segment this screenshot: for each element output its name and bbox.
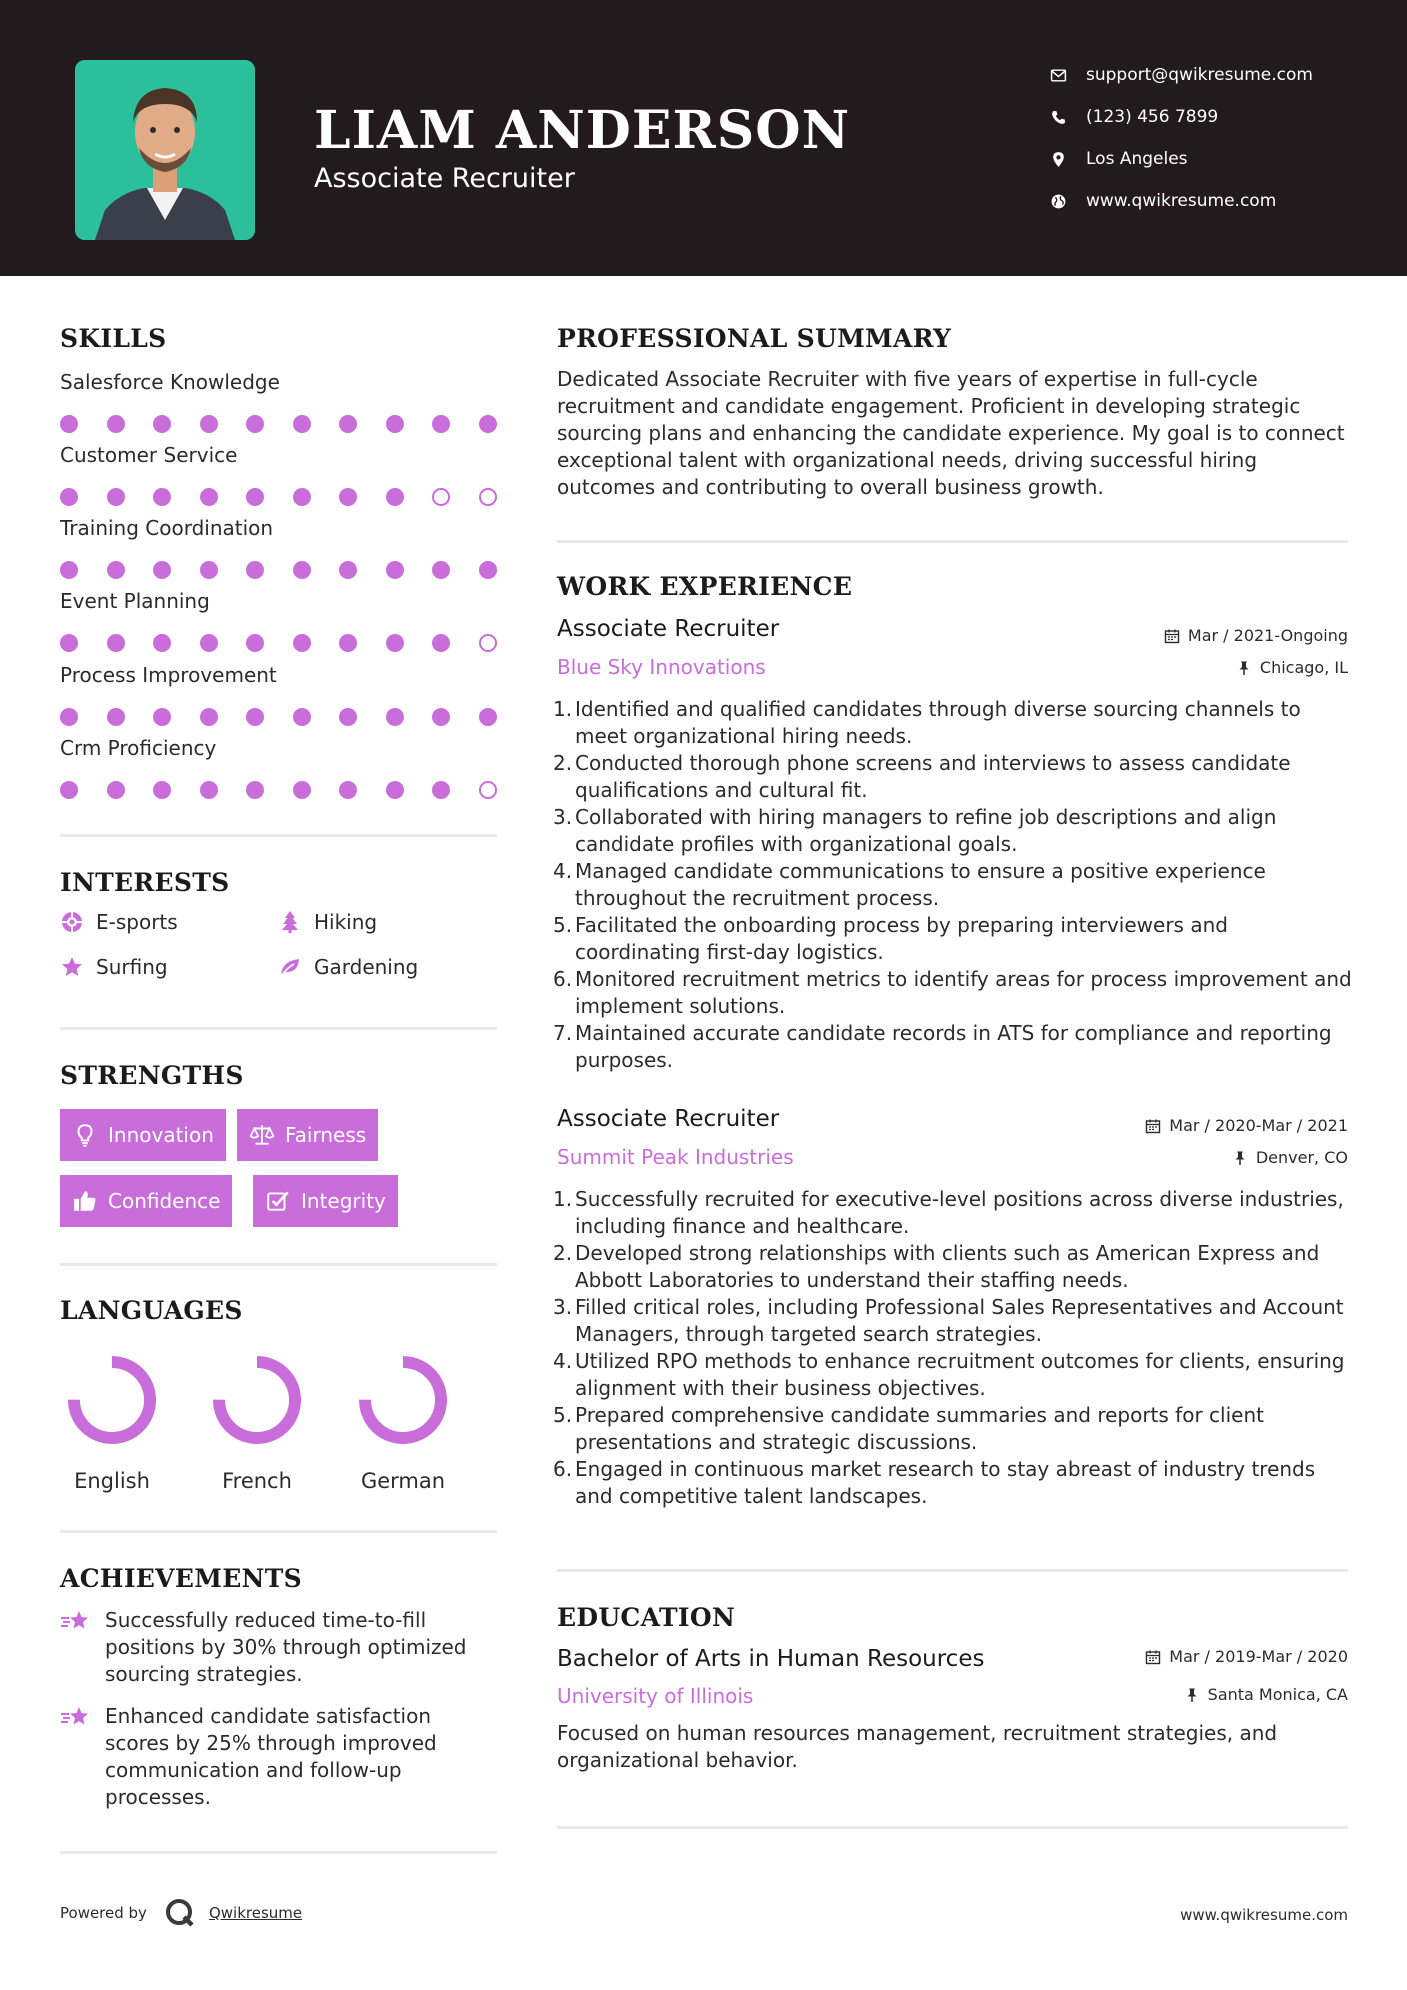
- skill-dot-filled: [60, 415, 78, 433]
- job-bullet: Managed candidate communications to ensure a positive experience throughout the recruitment process.: [575, 859, 1266, 910]
- contact-phone[interactable]: [1050, 96, 1380, 138]
- strength-label: Innovation: [108, 1123, 214, 1147]
- skill-dot-filled: [432, 708, 450, 726]
- interest-label: E-sports: [96, 910, 178, 934]
- summary-heading: PROFESSIONAL SUMMARY: [557, 324, 952, 353]
- tree-icon: [278, 910, 302, 934]
- language-name: English: [74, 1469, 150, 1493]
- strength-tag: [60, 1175, 232, 1227]
- summary-text: Dedicated Associate Recruiter with five years of expertise in full-cycle recruitment and candidate engagement. Proficient in developing strategic sourcing plans and enhancing the candidate experience. My goal is to connect exceptional talent with organizational needs, driving successful hiring outcomes and contributing to overall business growth.: [557, 367, 1345, 499]
- skill-rating: [60, 414, 500, 434]
- language-gauge: [348, 1345, 458, 1455]
- job-bullets: [557, 696, 1357, 1074]
- skill-dot-filled: [386, 415, 404, 433]
- skill-dot-filled: [339, 561, 357, 579]
- job-location: [1232, 1148, 1348, 1167]
- achievement-item: [60, 1703, 500, 1811]
- skill-dot-filled: [339, 708, 357, 726]
- language-gauge-arc: [365, 1362, 441, 1438]
- skill-dot-empty: [479, 781, 497, 799]
- skill-dot-filled: [339, 415, 357, 433]
- skill-dot-filled: [432, 561, 450, 579]
- skill-dot-filled: [479, 415, 497, 433]
- job-bullet: Facilitated the onboarding process by preparing interviewers and coordinating first-day logistics.: [575, 913, 1228, 964]
- strength-tag: [253, 1175, 398, 1227]
- candidate-title: Associate Recruiter: [314, 163, 575, 194]
- globe-icon: [1050, 193, 1086, 210]
- skill-dot-filled: [200, 488, 218, 506]
- job-role: Associate Recruiter: [557, 616, 780, 642]
- checkbox-icon: [265, 1188, 291, 1214]
- leaf-icon: [278, 955, 302, 979]
- skill-dot-filled: [293, 781, 311, 799]
- skill-dot-empty: [432, 488, 450, 506]
- qwikresume-logo-icon: [163, 1896, 197, 1930]
- job-bullet: Monitored recruitment metrics to identify areas for process improvement and implement solutions.: [575, 967, 1352, 1018]
- skill-dot-filled: [293, 488, 311, 506]
- job-bullet: Identified and qualified candidates through diverse sourcing channels to meet organizational hiring needs.: [575, 697, 1301, 748]
- job-dates-text: Mar / 2021-Ongoing: [1187, 626, 1348, 645]
- interest-label: Surfing: [96, 955, 168, 979]
- education-dates-text: Mar / 2019-Mar / 2020: [1169, 1647, 1348, 1666]
- skill-dot-filled: [107, 634, 125, 652]
- education-location-text: Santa Monica, CA: [1207, 1685, 1348, 1704]
- job-bullet: Engaged in continuous market research to stay abreast of industry trends and competitive talent landscapes.: [575, 1457, 1316, 1508]
- calendar-icon: [1145, 1649, 1161, 1665]
- job-bullet: Developed strong relationships with clients such as American Express and Abbott Laboratories to understand their staffing needs.: [575, 1241, 1320, 1292]
- interest-item: [60, 910, 178, 934]
- skill-dot-filled: [60, 634, 78, 652]
- strength-label: Integrity: [301, 1189, 386, 1213]
- skill-dot-filled: [60, 708, 78, 726]
- powered-by: [60, 1896, 302, 1930]
- skill-name: Salesforce Knowledge: [60, 370, 280, 394]
- language-gauge-arc: [74, 1362, 150, 1438]
- interest-item: [278, 955, 418, 979]
- education-heading: EDUCATION: [557, 1603, 736, 1632]
- contact-email-text: support@qwikresume.com: [1086, 65, 1313, 85]
- job-bullet: Collaborated with hiring managers to refine job descriptions and align candidate profiles with organizational goals.: [575, 805, 1277, 856]
- skill-dot-filled: [60, 561, 78, 579]
- skill-dot-filled: [432, 634, 450, 652]
- skill-dot-filled: [153, 415, 171, 433]
- skills-heading: SKILLS: [60, 324, 167, 353]
- skill-dot-filled: [153, 708, 171, 726]
- skill-dot-filled: [432, 415, 450, 433]
- skill-dot-filled: [153, 634, 171, 652]
- skill-dot-filled: [200, 561, 218, 579]
- job-bullet: Filled critical roles, including Professional Sales Representatives and Account Managers, through targeted search strategies.: [575, 1295, 1344, 1346]
- job-dates: [1145, 1116, 1348, 1135]
- skill-dot-filled: [107, 781, 125, 799]
- scale-icon: [249, 1122, 275, 1148]
- location-pin-icon: [1050, 151, 1086, 168]
- powered-by-label: Powered by: [60, 1904, 147, 1922]
- skill-dot-filled: [60, 781, 78, 799]
- job-bullet: Successfully recruited for executive-level positions across diverse industries, including finance and healthcare.: [575, 1187, 1344, 1238]
- languages-heading: LANGUAGES: [60, 1296, 243, 1325]
- skill-rating: [60, 633, 500, 653]
- skill-dot-filled: [107, 708, 125, 726]
- pushpin-icon: [1232, 1150, 1248, 1166]
- skill-dot-filled: [200, 781, 218, 799]
- section-divider: [557, 1826, 1348, 1829]
- gamepad-icon: [60, 910, 84, 934]
- skill-dot-filled: [479, 708, 497, 726]
- skill-dot-filled: [107, 415, 125, 433]
- skill-dot-filled: [293, 708, 311, 726]
- language-item: [52, 1345, 172, 1493]
- skill-dot-filled: [386, 488, 404, 506]
- job-bullet: Maintained accurate candidate records in ATS for compliance and reporting purposes.: [575, 1021, 1332, 1072]
- skill-rating: [60, 780, 500, 800]
- language-name: German: [360, 1469, 446, 1493]
- education-location: [1184, 1685, 1348, 1704]
- skill-dot-filled: [386, 708, 404, 726]
- contact-phone-text: (123) 456 7899: [1086, 107, 1219, 127]
- skill-name: Customer Service: [60, 443, 238, 467]
- job-location: [1236, 658, 1348, 677]
- contact-location: [1050, 138, 1380, 180]
- envelope-icon: [1050, 67, 1086, 84]
- skill-dot-filled: [200, 708, 218, 726]
- strengths-heading: STRENGTHS: [60, 1061, 244, 1090]
- interest-label: Gardening: [314, 955, 419, 979]
- skill-dot-filled: [153, 781, 171, 799]
- phone-icon: [1050, 109, 1086, 126]
- job-company: Summit Peak Industries: [557, 1145, 794, 1169]
- skill-dot-filled: [200, 634, 218, 652]
- job-bullets: [557, 1186, 1357, 1510]
- skill-dot-filled: [339, 781, 357, 799]
- skill-dot-filled: [246, 415, 264, 433]
- skill-dot-filled: [293, 415, 311, 433]
- skill-dot-filled: [386, 781, 404, 799]
- pushpin-icon: [1236, 660, 1252, 676]
- skill-dot-filled: [479, 561, 497, 579]
- calendar-icon: [1145, 1118, 1161, 1134]
- interest-item: [278, 910, 377, 934]
- pushpin-icon: [1184, 1687, 1200, 1703]
- achievement-text: Successfully reduced time-to-fill positions by 30% through optimized sourcing strategies.: [105, 1608, 467, 1686]
- contact-email[interactable]: [1050, 54, 1380, 96]
- skill-name: Event Planning: [60, 589, 210, 613]
- lightbulb-icon: [72, 1122, 98, 1148]
- skill-dot-filled: [386, 634, 404, 652]
- skill-rating: [60, 487, 500, 507]
- qwikresume-link[interactable]: Qwikresume: [208, 1904, 303, 1922]
- strength-tag: [60, 1109, 226, 1161]
- skill-dot-empty: [479, 488, 497, 506]
- job-bullet: Conducted thorough phone screens and interviews to assess candidate qualifications and cultural fit.: [575, 751, 1291, 802]
- contact-location-text: Los Angeles: [1086, 149, 1188, 169]
- achievement-text: Enhanced candidate satisfaction scores by 25% through improved communication and follow-up processes.: [105, 1704, 437, 1809]
- star-icon: [60, 955, 84, 979]
- skill-dot-filled: [246, 708, 264, 726]
- skill-dot-filled: [60, 488, 78, 506]
- interests-heading: INTERESTS: [60, 868, 230, 897]
- skill-dot-filled: [293, 634, 311, 652]
- skill-dot-filled: [339, 488, 357, 506]
- education-school: University of Illinois: [557, 1684, 754, 1708]
- trophy-star-icon: [60, 1705, 92, 1731]
- skill-dot-empty: [479, 634, 497, 652]
- strength-tag: [237, 1109, 378, 1161]
- skill-dot-filled: [153, 561, 171, 579]
- skill-dot-filled: [386, 561, 404, 579]
- contact-list: [1050, 54, 1380, 222]
- footer-website[interactable]: www.qwikresume.com: [1180, 1906, 1348, 1924]
- language-item: [197, 1345, 317, 1493]
- contact-website-text: www.qwikresume.com: [1086, 191, 1277, 211]
- language-name: French: [222, 1469, 292, 1493]
- skill-dot-filled: [200, 415, 218, 433]
- skill-name: Training Coordination: [60, 516, 274, 540]
- job-bullet: Utilized RPO methods to enhance recruitment outcomes for clients, ensuring alignment with their business objectives.: [575, 1349, 1345, 1400]
- skill-name: Process Improvement: [60, 663, 277, 687]
- language-item: [343, 1345, 463, 1493]
- section-divider: [557, 540, 1348, 543]
- job-role: Associate Recruiter: [557, 1106, 780, 1132]
- section-divider: [60, 1851, 497, 1854]
- section-divider: [60, 1530, 497, 1533]
- skill-dot-filled: [246, 781, 264, 799]
- section-divider: [60, 1263, 497, 1266]
- education-dates: [1145, 1647, 1348, 1666]
- language-gauge: [202, 1345, 312, 1455]
- skill-dot-filled: [246, 634, 264, 652]
- job-bullet: Prepared comprehensive candidate summaries and reports for client presentations and strategic discussions.: [575, 1403, 1264, 1454]
- job-company: Blue Sky Innovations: [557, 655, 766, 679]
- contact-website[interactable]: [1050, 180, 1380, 222]
- skill-dot-filled: [246, 561, 264, 579]
- section-divider: [60, 834, 497, 837]
- job-location-text: Chicago, IL: [1259, 658, 1348, 677]
- skill-dot-filled: [432, 781, 450, 799]
- education-description: Focused on human resources management, recruitment strategies, and organizational behavior.: [557, 1721, 1278, 1772]
- candidate-name: LIAM ANDERSON: [314, 100, 851, 161]
- section-divider: [557, 1569, 1348, 1572]
- job-location-text: Denver, CO: [1255, 1148, 1348, 1167]
- skill-dot-filled: [153, 488, 171, 506]
- skill-name: Crm Proficiency: [60, 736, 217, 760]
- section-divider: [60, 1027, 497, 1030]
- resume-header: [0, 0, 1407, 276]
- profile-photo: [75, 60, 255, 240]
- language-gauge: [57, 1345, 167, 1455]
- achievement-item: [60, 1607, 500, 1688]
- skill-rating: [60, 560, 500, 580]
- job-dates-text: Mar / 2020-Mar / 2021: [1169, 1116, 1348, 1135]
- trophy-star-icon: [60, 1609, 92, 1635]
- achievements-heading: ACHIEVEMENTS: [60, 1564, 302, 1593]
- interest-item: [60, 955, 168, 979]
- education-degree: Bachelor of Arts in Human Resources: [557, 1646, 985, 1672]
- thumbs-up-icon: [72, 1188, 98, 1214]
- calendar-icon: [1164, 628, 1180, 644]
- skill-dot-filled: [293, 561, 311, 579]
- strength-label: Confidence: [108, 1189, 221, 1213]
- interest-label: Hiking: [314, 910, 378, 934]
- strength-label: Fairness: [285, 1123, 367, 1147]
- job-dates: [1164, 626, 1348, 645]
- experience-heading: WORK EXPERIENCE: [557, 572, 853, 601]
- skill-rating: [60, 707, 500, 727]
- language-gauge-arc: [219, 1362, 295, 1438]
- skill-dot-filled: [107, 561, 125, 579]
- skill-dot-filled: [107, 488, 125, 506]
- skill-dot-filled: [246, 488, 264, 506]
- skill-dot-filled: [339, 634, 357, 652]
